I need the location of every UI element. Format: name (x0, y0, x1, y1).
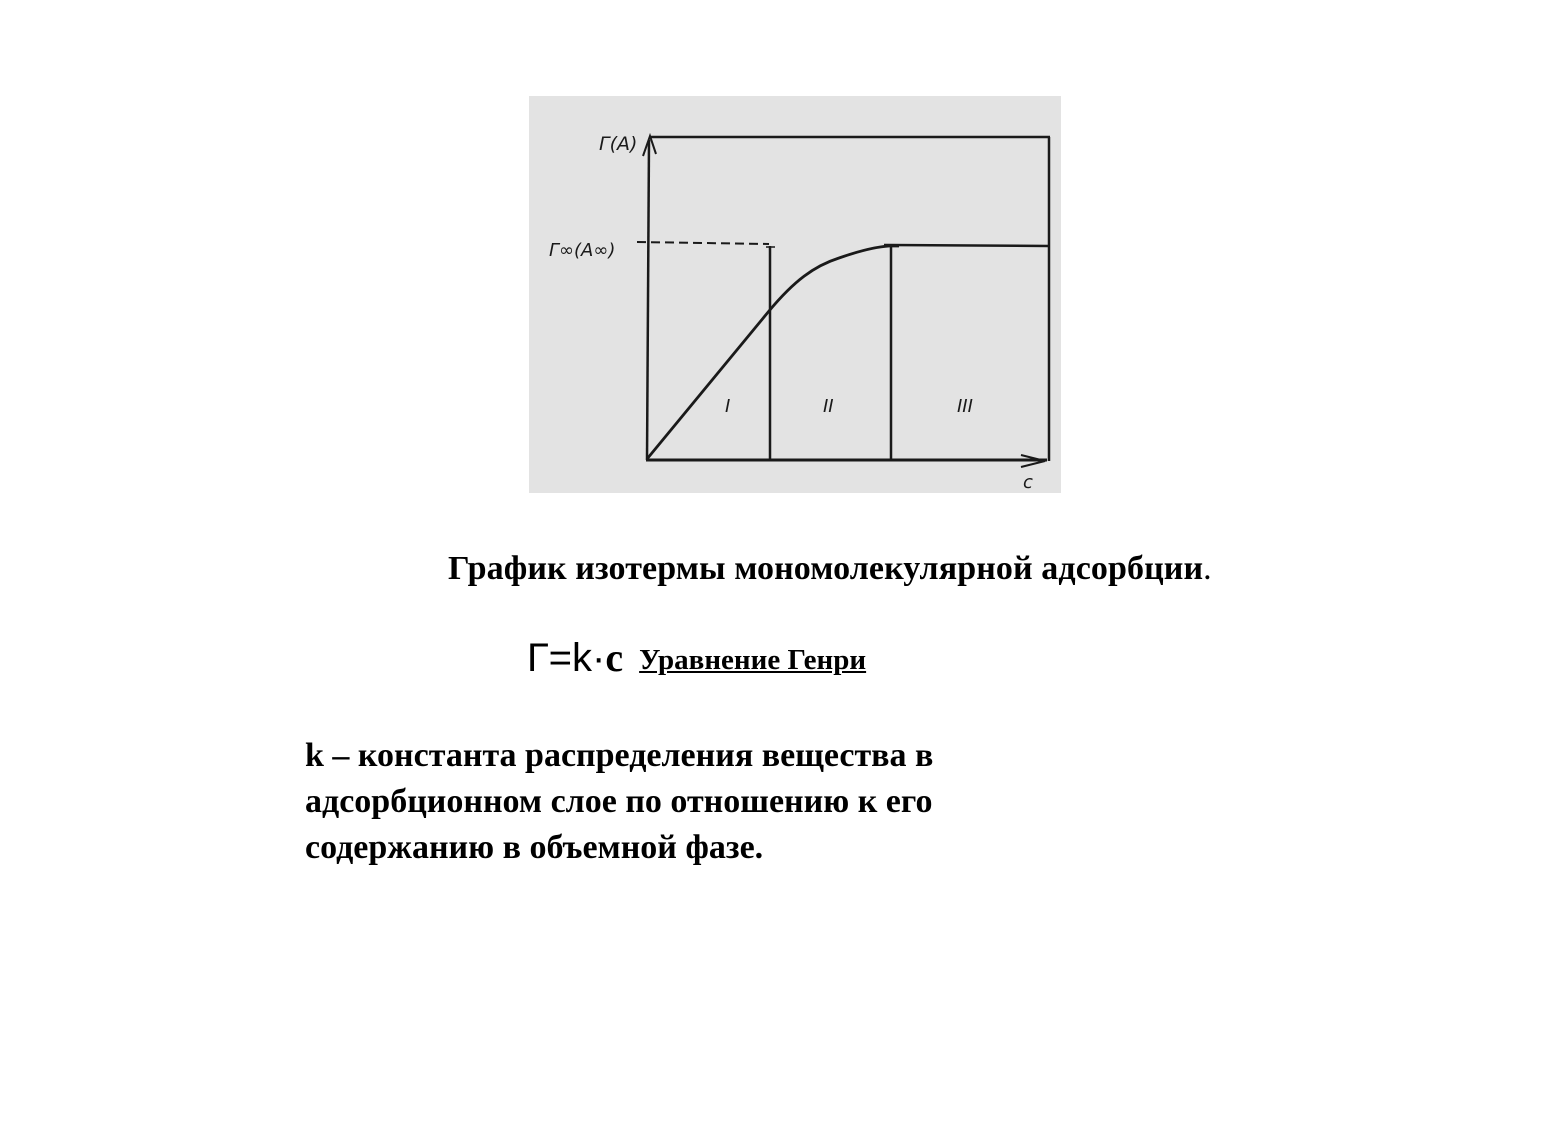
region-label-3: III (957, 396, 973, 417)
region-label-2: II (823, 396, 834, 417)
formula-c: c (605, 635, 624, 680)
formula-dot: · (592, 636, 606, 680)
definition-line: адсорбционном слое по отношению к его (305, 783, 933, 820)
figure-background (529, 96, 1061, 493)
henry-equation-row (527, 634, 866, 681)
adsorption-isotherm-figure (529, 96, 1061, 493)
saturation-label: Г∞(А∞) (549, 240, 616, 261)
definition-line: содержанию в объемной фазе. (305, 829, 764, 866)
region-label-1: I (725, 396, 731, 417)
caption-period: . (1203, 550, 1212, 587)
formula-k: k (572, 636, 593, 680)
formula-equals: = (548, 636, 573, 680)
definition-line: k – константа распределения вещества в (305, 737, 934, 774)
saturation-solid-line (884, 245, 1049, 246)
caption-text: График изотермы мономолекулярной адсорбции (448, 550, 1204, 587)
y-axis-label: Г(А) (599, 133, 638, 155)
equation-name: Уравнение Генри (639, 644, 867, 676)
x-axis-label: c (1023, 472, 1033, 493)
henry-formula (527, 636, 623, 680)
formula-gamma: Г (527, 636, 549, 680)
k-definition (305, 733, 1105, 871)
figure-caption (448, 550, 1212, 588)
